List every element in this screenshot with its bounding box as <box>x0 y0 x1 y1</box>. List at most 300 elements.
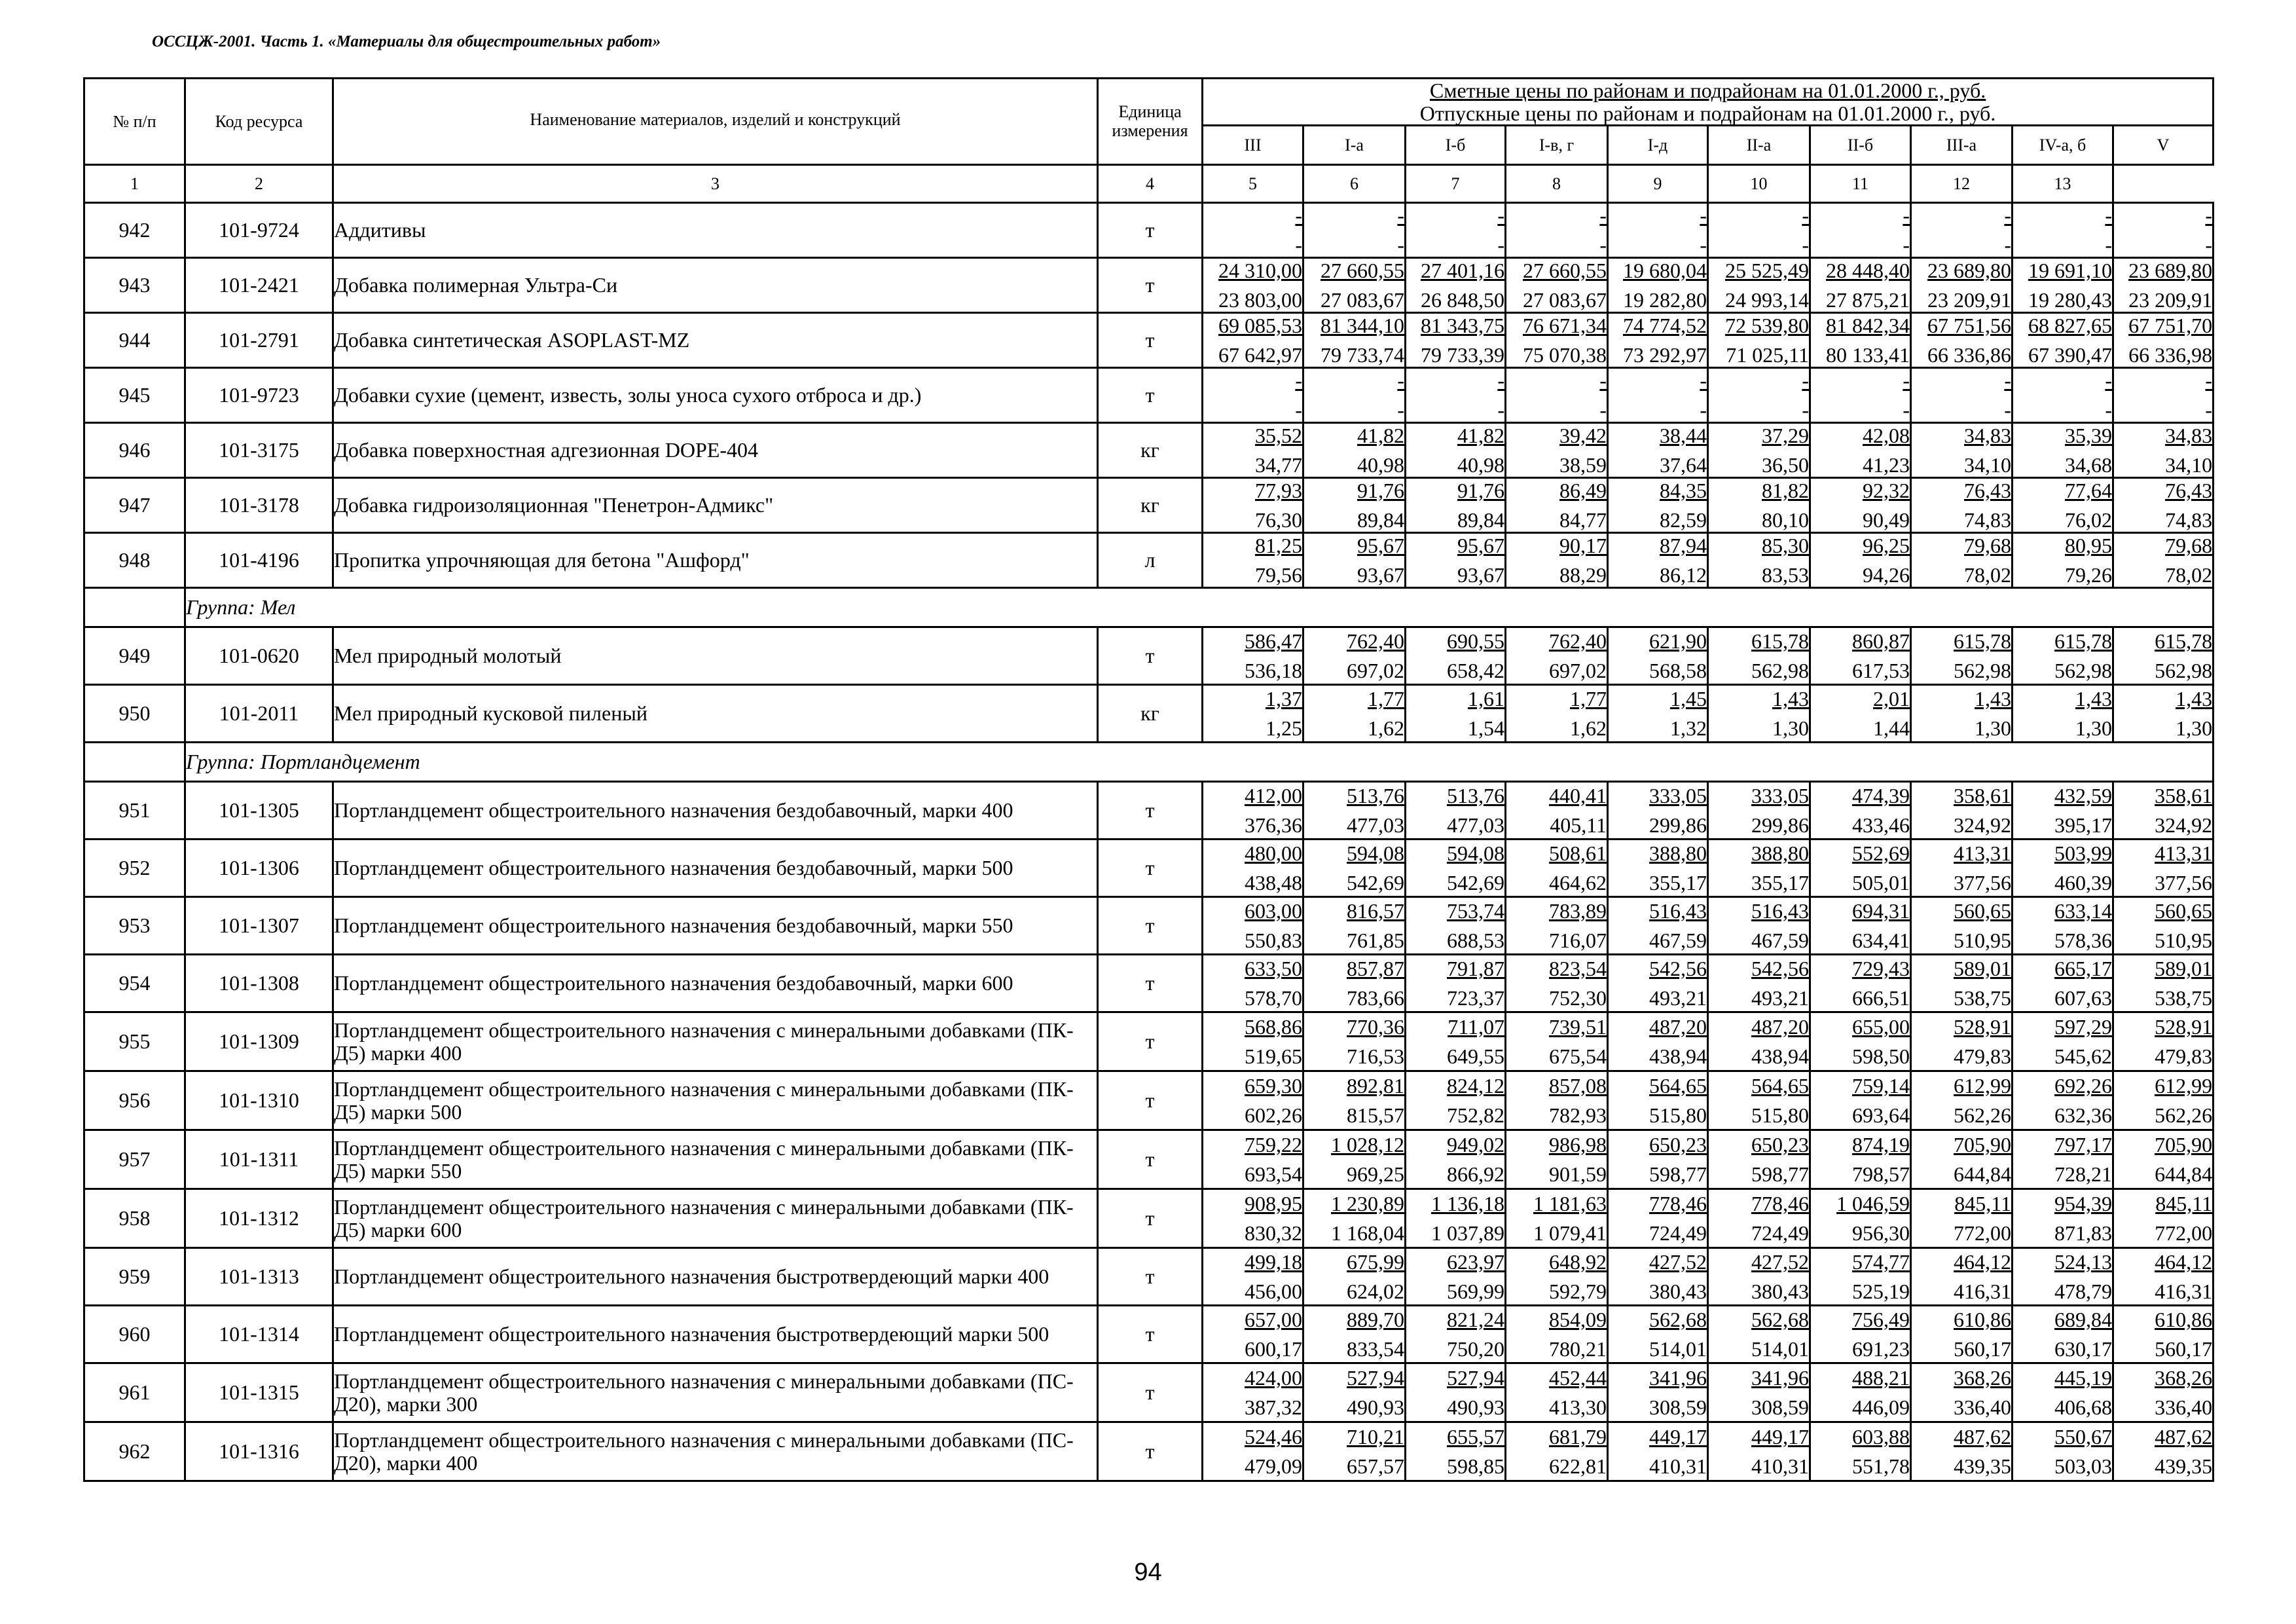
table-row <box>84 1012 2214 1071</box>
price-cell <box>1303 478 1406 533</box>
release-price: 644,84 <box>2155 1162 2213 1186</box>
estimate-price: 28 448,40 <box>1826 259 1910 283</box>
estimate-price: 81 344,10 <box>1321 314 1404 338</box>
release-price: 514,01 <box>1649 1337 1707 1361</box>
row-number: 956 <box>84 1071 185 1130</box>
estimate-price: 23 689,80 <box>2128 259 2213 283</box>
release-price: 697,02 <box>1549 658 1607 682</box>
price-cell <box>1810 1130 1911 1189</box>
price-cell <box>2113 782 2214 840</box>
estimate-price: 35,52 <box>1255 424 1302 448</box>
estimate-price: 954,39 <box>2054 1192 2112 1216</box>
estimate-price: 34,83 <box>1964 424 2011 448</box>
estimate-price: 615,78 <box>1751 629 1809 654</box>
release-price: 783,66 <box>1347 986 1404 1010</box>
estimate-price: 705,90 <box>2155 1133 2213 1157</box>
price-cell <box>1406 1012 1506 1071</box>
release-price: 688,53 <box>1447 928 1504 952</box>
price-cell <box>1708 368 1810 423</box>
price-cell <box>1303 1248 1406 1306</box>
row-number: 959 <box>84 1248 185 1306</box>
release-price: 416,31 <box>1954 1279 2011 1303</box>
material-name: Портландцемент общестроительного назначения бездобавочный, марки 600 <box>333 955 1098 1012</box>
estimate-price: 603,88 <box>1852 1425 1910 1449</box>
column-number-8: 8 <box>1506 165 1608 203</box>
estimate-price: 1 136,18 <box>1431 1192 1504 1216</box>
estimate-price: 388,80 <box>1751 841 1809 866</box>
estimate-price: 694,31 <box>1852 899 1910 923</box>
estimate-price: - <box>2004 369 2011 393</box>
estimate-price: 1,77 <box>1368 687 1404 711</box>
price-cell <box>1911 1130 2013 1189</box>
column-number-4: 4 <box>1098 165 1203 203</box>
price-cell <box>1810 627 1911 685</box>
price-cell <box>1810 423 1911 478</box>
price-cell <box>1406 258 1506 313</box>
material-name: Добавка синтетическая ASOPLAST-MZ <box>333 313 1098 368</box>
release-price: 67 390,47 <box>2028 342 2112 367</box>
estimate-price: 1 230,89 <box>1331 1192 1404 1216</box>
unit: т <box>1098 1130 1203 1189</box>
price-cell <box>1406 1248 1506 1306</box>
price-cell <box>1708 782 1810 840</box>
price-cell <box>1203 1363 1303 1422</box>
estimate-price: 464,12 <box>2155 1250 2213 1274</box>
price-cell <box>1406 782 1506 840</box>
estimate-price: - <box>1802 369 1809 393</box>
material-name: Портландцемент общестроительного назначения бездобавочный, марки 400 <box>333 782 1098 840</box>
price-cell <box>2113 258 2214 313</box>
unit: т <box>1098 1071 1203 1130</box>
price-cell <box>1810 782 1911 840</box>
price-cell <box>2013 1306 2113 1363</box>
estimate-price: 449,17 <box>1751 1425 1809 1449</box>
price-cell <box>1810 368 1911 423</box>
price-cell <box>1406 955 1506 1012</box>
price-cell <box>1708 955 1810 1012</box>
estimate-price: 449,17 <box>1649 1425 1707 1449</box>
estimate-price: 333,05 <box>1751 784 1809 808</box>
estimate-price: 889,70 <box>1347 1308 1404 1332</box>
price-cell <box>1203 258 1303 313</box>
group-title: Группа: Портландцемент <box>185 743 2214 782</box>
release-price: 355,17 <box>1751 870 1809 895</box>
release-price: 693,64 <box>1852 1103 1910 1127</box>
estimate-price: 76,43 <box>1964 479 2011 503</box>
price-cell <box>1810 203 1911 258</box>
estimate-price: 333,05 <box>1649 784 1707 808</box>
estimate-price: 524,13 <box>2054 1250 2112 1274</box>
resource-code: 101-2421 <box>185 258 333 313</box>
estimate-price: 412,00 <box>1245 784 1302 808</box>
estimate-price: - <box>2105 369 2112 393</box>
unit: т <box>1098 955 1203 1012</box>
estimate-price: 564,65 <box>1649 1074 1707 1098</box>
price-cell <box>1608 533 1708 588</box>
estimate-price: - <box>1700 204 1707 228</box>
table-row <box>84 1071 2214 1130</box>
release-price: - <box>1295 232 1302 257</box>
price-cell <box>1406 1071 1506 1130</box>
estimate-price: - <box>1903 204 1910 228</box>
price-cell <box>1303 533 1406 588</box>
price-cell <box>1708 1306 1810 1363</box>
material-name: Мел природный молотый <box>333 627 1098 685</box>
release-price: 490,93 <box>1447 1395 1504 1419</box>
group-row <box>84 588 2214 627</box>
release-price: 562,98 <box>1751 658 1809 682</box>
release-price: 74,83 <box>2165 507 2213 532</box>
estimate-price: - <box>1397 204 1404 228</box>
price-cell <box>1708 685 1810 743</box>
release-price: 83,53 <box>1762 563 1809 587</box>
material-name: Портландцемент общестроительного назначения с минеральными добавками (ПС-Д20), марки 300 <box>333 1363 1098 1422</box>
price-cell <box>2013 203 2113 258</box>
estimate-price: 655,00 <box>1852 1015 1910 1039</box>
release-price: 514,01 <box>1751 1337 1809 1361</box>
release-price: 562,98 <box>2054 658 2112 682</box>
price-cell <box>1303 840 1406 897</box>
row-number: 951 <box>84 782 185 840</box>
estimate-price: 480,00 <box>1245 841 1302 866</box>
unit: т <box>1098 313 1203 368</box>
price-cell <box>1203 1306 1303 1363</box>
estimate-price: 19 691,10 <box>2028 259 2112 283</box>
price-cell <box>1911 1363 2013 1422</box>
release-price: 723,37 <box>1447 986 1504 1010</box>
price-cell <box>2013 1189 2113 1248</box>
resource-code: 101-1315 <box>185 1363 333 1422</box>
unit: т <box>1098 627 1203 685</box>
estimate-price: 892,81 <box>1347 1074 1404 1098</box>
region-header-11: III-а <box>1911 126 2013 165</box>
release-price: - <box>1397 397 1404 422</box>
col-header-num: № п/п <box>84 79 185 165</box>
price-cell <box>1810 1248 1911 1306</box>
release-price: - <box>1700 397 1707 422</box>
table-row <box>84 1363 2214 1422</box>
price-cell <box>1303 1422 1406 1481</box>
estimate-price: 432,59 <box>2054 784 2112 808</box>
estimate-price: 27 401,16 <box>1421 259 1504 283</box>
price-cell <box>1708 533 1810 588</box>
price-cell <box>1911 1189 2013 1248</box>
price-cell <box>1506 203 1608 258</box>
unit: т <box>1098 203 1203 258</box>
price-cell <box>1911 897 2013 955</box>
table-row <box>84 1130 2214 1189</box>
estimate-price: 358,61 <box>1954 784 2011 808</box>
release-price: 1,30 <box>1772 716 1809 740</box>
price-cell <box>2013 685 2113 743</box>
release-price: 716,53 <box>1347 1044 1404 1068</box>
price-cell <box>2113 685 2214 743</box>
estimate-price: 81,25 <box>1255 534 1302 558</box>
material-name: Добавка гидроизоляционная "Пенетрон-Адмикс" <box>333 478 1098 533</box>
release-price: 644,84 <box>1954 1162 2011 1186</box>
release-price: 324,92 <box>1954 813 2011 837</box>
column-number-10: 10 <box>1708 165 1810 203</box>
release-price: 1,54 <box>1468 716 1504 740</box>
price-cell <box>1303 203 1406 258</box>
price-cell <box>1608 203 1708 258</box>
estimate-price: - <box>2205 369 2213 393</box>
price-cell <box>1608 1130 1708 1189</box>
price-cell <box>1608 1248 1708 1306</box>
estimate-price: - <box>2004 204 2011 228</box>
estimate-price: 91,76 <box>1457 479 1504 503</box>
estimate-price: 665,17 <box>2054 957 2112 981</box>
estimate-price: 783,89 <box>1549 899 1607 923</box>
estimate-price: 1 028,12 <box>1331 1133 1404 1157</box>
release-price: 74,83 <box>1964 507 2011 532</box>
unit: л <box>1098 533 1203 588</box>
release-price: 80,10 <box>1762 507 1809 532</box>
estimate-price: 603,00 <box>1245 899 1302 923</box>
release-price: 542,69 <box>1447 870 1504 895</box>
release-price: 36,50 <box>1762 452 1809 477</box>
price-cell <box>1506 1306 1608 1363</box>
price-cell <box>1608 1012 1708 1071</box>
resource-code: 101-1310 <box>185 1071 333 1130</box>
release-price: 76,30 <box>1255 507 1302 532</box>
release-price: 538,75 <box>1954 986 2011 1010</box>
release-price: 562,26 <box>2155 1103 2213 1127</box>
table-row <box>84 1189 2214 1248</box>
estimate-price: 823,54 <box>1549 957 1607 981</box>
material-name: Добавка полимерная Ультра-Си <box>333 258 1098 313</box>
release-price: 675,54 <box>1549 1044 1607 1068</box>
release-price: - <box>2205 232 2213 257</box>
release-price: 376,36 <box>1245 813 1302 837</box>
release-price: 84,77 <box>1559 507 1607 532</box>
estimate-price: 72 539,80 <box>1725 314 1809 338</box>
estimate-price: 857,08 <box>1549 1074 1607 1098</box>
price-cell <box>1203 955 1303 1012</box>
release-price: 438,94 <box>1649 1044 1707 1068</box>
column-number-11: 11 <box>1810 165 1911 203</box>
release-price: 41,23 <box>1863 452 1910 477</box>
release-price: 94,26 <box>1863 563 1910 587</box>
estimate-price: 413,31 <box>2155 841 2213 866</box>
estimate-price: 615,78 <box>1954 629 2011 654</box>
release-price: 560,17 <box>2155 1337 2213 1361</box>
estimate-price: 427,52 <box>1751 1250 1809 1274</box>
estimate-price: 368,26 <box>1954 1366 2011 1390</box>
estimate-price: 824,12 <box>1447 1074 1504 1098</box>
table-row <box>84 955 2214 1012</box>
release-price: 38,59 <box>1559 452 1607 477</box>
price-cell <box>2113 1306 2214 1363</box>
material-name: Добавки сухие (цемент, известь, золы уноса сухого отброса и др.) <box>333 368 1098 423</box>
release-price: 1 168,04 <box>1331 1221 1404 1245</box>
estimate-price: 633,14 <box>2054 899 2112 923</box>
price-cell <box>2013 1363 2113 1422</box>
price-cell <box>2113 1422 2214 1481</box>
price-cell <box>1506 423 1608 478</box>
page-number: 94 <box>1134 1559 1162 1586</box>
price-cell <box>1203 1130 1303 1189</box>
row-number: 948 <box>84 533 185 588</box>
estimate-price: - <box>1599 204 1607 228</box>
price-cell <box>1303 685 1406 743</box>
price-cell <box>2013 955 2113 1012</box>
release-price: 592,79 <box>1549 1279 1607 1303</box>
estimate-price: 86,49 <box>1559 479 1607 503</box>
release-price: 66 336,98 <box>2128 342 2213 367</box>
estimate-price: 39,42 <box>1559 424 1607 448</box>
estimate-price: 756,49 <box>1852 1308 1910 1332</box>
price-cell <box>1506 1189 1608 1248</box>
price-cell <box>2013 258 2113 313</box>
release-price: - <box>1700 232 1707 257</box>
release-price: 505,01 <box>1852 870 1910 895</box>
resource-code: 101-0620 <box>185 627 333 685</box>
resource-code: 101-1309 <box>185 1012 333 1071</box>
release-price: 406,68 <box>2054 1395 2112 1419</box>
resource-code: 101-1308 <box>185 955 333 1012</box>
estimate-price: 1 181,63 <box>1533 1192 1607 1216</box>
estimate-price: 1 046,59 <box>1836 1192 1910 1216</box>
price-cell <box>1203 1012 1303 1071</box>
estimate-price: 908,95 <box>1245 1192 1302 1216</box>
release-price: 27 083,67 <box>1321 287 1404 312</box>
estimate-price: 19 680,04 <box>1623 259 1707 283</box>
release-price: 1,62 <box>1570 716 1607 740</box>
release-price: 538,75 <box>2155 986 2213 1010</box>
price-cell <box>1203 533 1303 588</box>
release-price: 1,32 <box>1670 716 1707 740</box>
price-cell <box>1506 1363 1608 1422</box>
estimate-price: 358,61 <box>2155 784 2213 808</box>
release-price: 40,98 <box>1357 452 1404 477</box>
release-price: 467,59 <box>1751 928 1809 952</box>
price-cell <box>1911 627 2013 685</box>
release-price: 750,20 <box>1447 1337 1504 1361</box>
price-cell <box>1608 1422 1708 1481</box>
estimate-price: 778,46 <box>1649 1192 1707 1216</box>
release-price: 607,63 <box>2054 986 2112 1010</box>
table-row <box>84 478 2214 533</box>
release-price: - <box>1903 397 1910 422</box>
release-price: 1,25 <box>1266 716 1302 740</box>
estimate-price: 845,11 <box>2155 1192 2213 1216</box>
release-price: - <box>2004 232 2011 257</box>
estimate-price: 81 842,34 <box>1826 314 1910 338</box>
release-price: 772,00 <box>2155 1221 2213 1245</box>
price-cell <box>1303 368 1406 423</box>
material-name: Добавка поверхностная адгезионная DOPE-404 <box>333 423 1098 478</box>
table-row <box>84 897 2214 955</box>
price-cell <box>1203 368 1303 423</box>
estimate-price: 816,57 <box>1347 899 1404 923</box>
price-cell <box>1303 955 1406 1012</box>
estimate-price: 1,43 <box>1772 687 1809 711</box>
price-cell <box>2113 478 2214 533</box>
release-price: 562,26 <box>1954 1103 2011 1127</box>
price-cell <box>1506 782 1608 840</box>
estimate-price: 528,91 <box>2155 1015 2213 1039</box>
release-price: 1,30 <box>1975 716 2011 740</box>
release-price: 88,29 <box>1559 563 1607 587</box>
estimate-price: 729,43 <box>1852 957 1910 981</box>
estimate-price: 692,26 <box>2054 1074 2112 1098</box>
estimate-price: 615,78 <box>2054 629 2112 654</box>
estimate-price: 821,24 <box>1447 1308 1504 1332</box>
price-cell <box>1911 840 2013 897</box>
row-number: 950 <box>84 685 185 743</box>
estimate-price: 488,21 <box>1852 1366 1910 1390</box>
estimate-price: 528,91 <box>1954 1015 2011 1039</box>
release-price: 78,02 <box>2165 563 2213 587</box>
price-cell <box>1203 840 1303 897</box>
estimate-price: 85,30 <box>1762 534 1809 558</box>
price-cell <box>2013 1071 2113 1130</box>
release-price: 467,59 <box>1649 928 1707 952</box>
release-price: 519,65 <box>1245 1044 1302 1068</box>
estimate-price: 81,82 <box>1762 479 1809 503</box>
estimate-price: 23 689,80 <box>1927 259 2011 283</box>
release-price: 19 282,80 <box>1623 287 1707 312</box>
resource-code: 101-1311 <box>185 1130 333 1189</box>
release-price: 67 642,97 <box>1218 342 1302 367</box>
unit: т <box>1098 368 1203 423</box>
price-cell <box>1608 840 1708 897</box>
release-price: - <box>2105 232 2112 257</box>
estimate-price: 95,67 <box>1457 534 1504 558</box>
release-price: 649,55 <box>1447 1044 1504 1068</box>
release-price: 490,93 <box>1347 1395 1404 1419</box>
release-price: 479,83 <box>2155 1044 2213 1068</box>
release-price: 634,41 <box>1852 928 1910 952</box>
price-cell <box>1506 840 1608 897</box>
material-name: Портландцемент общестроительного назначения бездобавочный, марки 500 <box>333 840 1098 897</box>
estimate-price: 2,01 <box>1873 687 1910 711</box>
price-cell <box>1303 1306 1406 1363</box>
release-price: - <box>1295 397 1302 422</box>
estimate-price: 424,00 <box>1245 1366 1302 1390</box>
price-cell <box>1810 1071 1911 1130</box>
estimate-price: 513,76 <box>1347 784 1404 808</box>
estimate-price: 659,30 <box>1245 1074 1302 1098</box>
estimate-price: 67 751,70 <box>2128 314 2213 338</box>
price-cell <box>1203 685 1303 743</box>
price-cell <box>1406 1189 1506 1248</box>
unit: т <box>1098 840 1203 897</box>
estimate-price: 854,09 <box>1549 1308 1607 1332</box>
estimate-price: 516,43 <box>1751 899 1809 923</box>
price-cell <box>2113 1071 2214 1130</box>
estimate-price: 762,40 <box>1549 629 1607 654</box>
price-cell <box>2013 368 2113 423</box>
estimate-price: 710,21 <box>1347 1425 1404 1449</box>
price-cell <box>1303 423 1406 478</box>
estimate-price: 499,18 <box>1245 1250 1302 1274</box>
estimate-price: 845,11 <box>1954 1192 2011 1216</box>
row-number: 957 <box>84 1130 185 1189</box>
price-cell <box>1708 1130 1810 1189</box>
release-price: 550,83 <box>1245 928 1302 952</box>
release-price: 413,30 <box>1549 1395 1607 1419</box>
release-price: 438,94 <box>1751 1044 1809 1068</box>
estimate-price: 79,68 <box>1964 534 2011 558</box>
unit: т <box>1098 258 1203 313</box>
price-cell <box>2013 313 2113 368</box>
release-price: 71 025,11 <box>1726 342 1809 367</box>
material-name: Портландцемент общестроительного назначения с минеральными добавками (ПС-Д20), марки 400 <box>333 1422 1098 1481</box>
estimate-price: 610,86 <box>1954 1308 2011 1332</box>
estimate-price: 1,37 <box>1266 687 1302 711</box>
